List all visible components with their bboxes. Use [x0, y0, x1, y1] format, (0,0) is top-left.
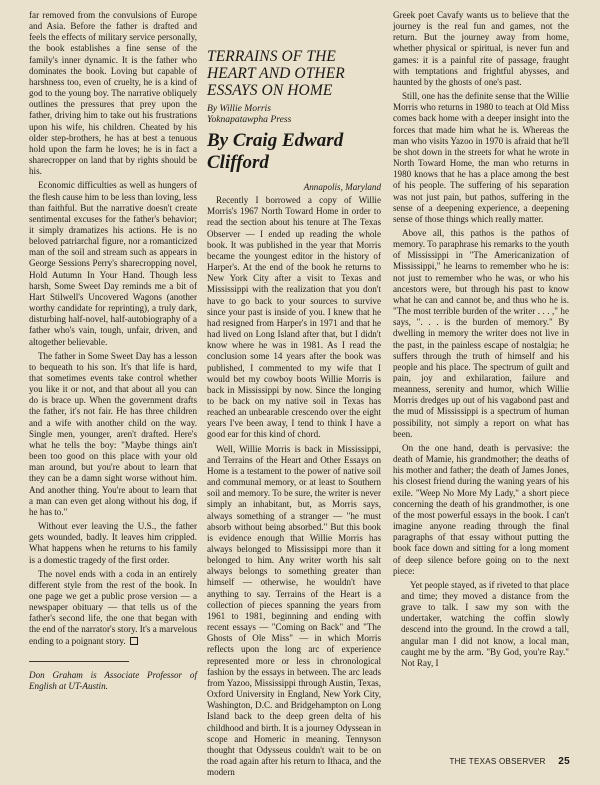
paragraph: Greek poet Cavafy wants us to believe that the journey is the real fun and games, not the return. But the journey away from home, whether physical or spiritual, is never fun and games: it is a painful rite of passage, fraught with temptations and frightful abysses, and haunted by the ghosts of one's past. — [393, 10, 569, 87]
column-middle — [207, 10, 381, 778]
paragraph: Still, one has the definite sense that the Willie Morris who returns in 1980 to teach at Old Miss comes back home with a deeper insight into the forces that made him what he is. Whereas the man who visits Yazoo in 1970 is afraid that he'll be shot down in the streets for what he wrote in North Toward Home, the man who returns in 1980 knows that he has a place among the best of his people. The suffering of his separation was not just pain, but pathos, suffering in the sense of a deepening experience, a deepening sense of those things which really matter. — [393, 91, 569, 224]
paragraph: Without ever leaving the U.S., the father gets wounded, badly. It leaves him crippled. What happens when he returns to his family is a domestic tragedy of the first order. — [29, 521, 197, 565]
book-author: By Willie Morris — [207, 103, 271, 114]
page-footer — [449, 756, 570, 767]
paragraph: The father in Some Sweet Day has a lesson to bequeath to his son. It's that life is hard, that sometimes events take control whether you like it or not, and that about all you can do is brace up. When the government drafts the father, it's not fair. He has three children and a wife with another child on the way. Single men, younger, aren't drafted. Here's what he tells the boy: "Maybe things ain't been too good on this place with your old man around, but you're about to learn that they can be a damn sight worse without him. And another thing. You're about to learn that a man can even get along without his dog, if he has to." — [29, 350, 197, 517]
paragraph-text: The novel ends with a coda in an entirely different style from the rest of the book. In one page we get a public prose version — a newspaper obituary — that tells us of the father's second life, the one that began with the end of the narrator's story. It's a marvelous ending to a poignant story. — [29, 568, 197, 646]
column-left — [29, 10, 197, 692]
publication-name: THE TEXAS OBSERVER — [449, 757, 546, 766]
divider — [29, 661, 129, 662]
paragraph: far removed from the convulsions of Europe and Asia. Before the father is drafted and feels the effects of military service personally, the book establishes a fine sense of the family's inner dynamic. It is the father who dominates the book. Loving but capable of harshness too, even of cruelty, he is a kind of god to the young boy. The narrative obliquely outlines the pressures that prey upon the father, driving him to take out his frustrations upon his wife, his children. Cheated by his older step-brothers, he has at best a tenuous hold upon the farm he loves; he is in fact a sharecropper on land that by rights should be his. — [29, 10, 197, 177]
paragraph: On the one hand, death is pervasive: the death of Mamie, his grandmother; the deaths of his mother and father; the death of James Jones, his closest friend during the waning years of his exile. "Weep No More My Lady," a short piece concerning the death of his grandmother, is one of the most powerful essays in the book. I can't imagine anyone reading through the final paragraphs of that essay without putting the book face down and sitting for a long moment of deep silence before going on to the next piece: — [393, 442, 569, 576]
paragraph: Well, Willie Morris is back in Mississippi, and Terrains of the Heart and Other Essays on Home is a testament to the power of native soil and communal memory, or at least to Southern soil and memory. To be sure, the writer is never simply an inhabitant, but, as Morris says, always something of a stranger — "he must absorb without being absorbed." But this book is evidence enough that Willie Morris has always belonged to Mississippi more than it belonged to him. Any writer worth his salt always belongs to something greater than himself — otherwise, he wouldn't have anything to say. Terrains of the Heart is a collection of pieces spanning the years from 1961 to 1981, beginning and ending with recent essays — "Coming on Back" and "The Ghosts of Ole Miss" — in which Morris reflects upon the long arc of experience represented more or less in chronological fashion by the essays in between. The arc leads from Yazoo, Mississippi through Austin, Texas, Oxford University in England, New York City, Washington, D.C. and Bridgehampton on Long Island back to the deep green delta of his childhood and birth. It is a journey Odyssean in scope and Homeric in meaning. Tennyson thought that Odysseus couldn't wait to be on the road again after his return to Ithaca, and the modern — [207, 443, 381, 778]
review-title: TERRAINS OF THE HEART AND OTHER ESSAYS ON HOME — [207, 48, 345, 99]
book-publisher: Yoknapatawpha Press — [207, 114, 292, 125]
review-author: By Craig Edward Clifford — [207, 130, 344, 173]
paragraph — [29, 569, 197, 647]
end-of-article-mark — [130, 637, 138, 645]
page-number: 25 — [558, 756, 570, 767]
contributor-note: Don Graham is Associate Professor of English at UT-Austin. — [29, 669, 197, 691]
column-right — [393, 10, 569, 669]
paragraph: Economic difficulties as well as hungers of the flesh cause him to be less than loving, less than faithful. But the narrative doesn't create sentimental excuses for the father's behavior; it simply dramatizes his actions. He is no beloved patriarchal figure, nor a romanticized man of the soil and stream such as appears in George Sessions Perry's sharecropping novel, Hold Autumn In Your Hand. Though less harsh, Some Sweet Day reminds me a bit of Hart Stilwell's Uncovered Wagons (another worthy candidate for reprinting), a truly dark, disturbing half-novel, half-autobiography of a father who's vain, tough, unfair, driven, and altogether believable. — [29, 180, 197, 347]
dateline: Annapolis, Maryland — [303, 182, 381, 192]
block-quote: Yet people stayed, as if riveted to that place and time; they moved a distance from the grave to talk. I saw my son with the undertaker, watching the coffin slowly descend into the ground. In the crowd a tall, angular man I did not know, a local man, caught me by the arm. "By God, you're Ray." Not Ray, I — [401, 579, 569, 668]
paragraph: Above all, this pathos is the pathos of memory. To paraphrase his remarks to the youth of Mississippi in "The Americanization of Mississippi," he learns to remember who he is: not just to remember who he was, or who his ancestors were, but through his past to know what he can and cannot be, and thus who he is. "The most terrible burden of the writer . . . ," he says, ". . . is the burden of memory." By dwelling in memory the writer does not live in the past, in the painless escape of nostalgia; he suffers through the truth of himself and his people and his place. The spectrum of guilt and pain, joy and exhilaration, failure and meanness, serenity and humor, which Willie Morris dredges up out of his vagabond past and the mud of Mississippi is a spectrum of human possibility, not simply a report on what has been. — [393, 227, 569, 439]
paragraph: Recently I borrowed a copy of Willie Morris's 1967 North Toward Home in order to read the section about his tenure at The Texas Observer — I ended up reading the whole book. It was published in the year that Morris became the youngest editor in the history of Harper's. At the end of the book he returns to New York City after a visit to Texas and Mississippi with the realization that you don't have to go back to your sources to survive since your past is inside of you. I knew that he had resigned from Harper's in 1971 and that he had lived on Long Island after that, but I didn't know where he was in 1981. As I read the conclusion some 14 years after the book was published, I commented to my wife that I would bet my cowboy boots Willie Morris is back in Mississippi by now. Since the longing to be back on my native soil in Texas has reached an unbearable crescendo over the eight years I've been away, I tend to think I have a good ear for this kind of chord. — [207, 195, 381, 440]
